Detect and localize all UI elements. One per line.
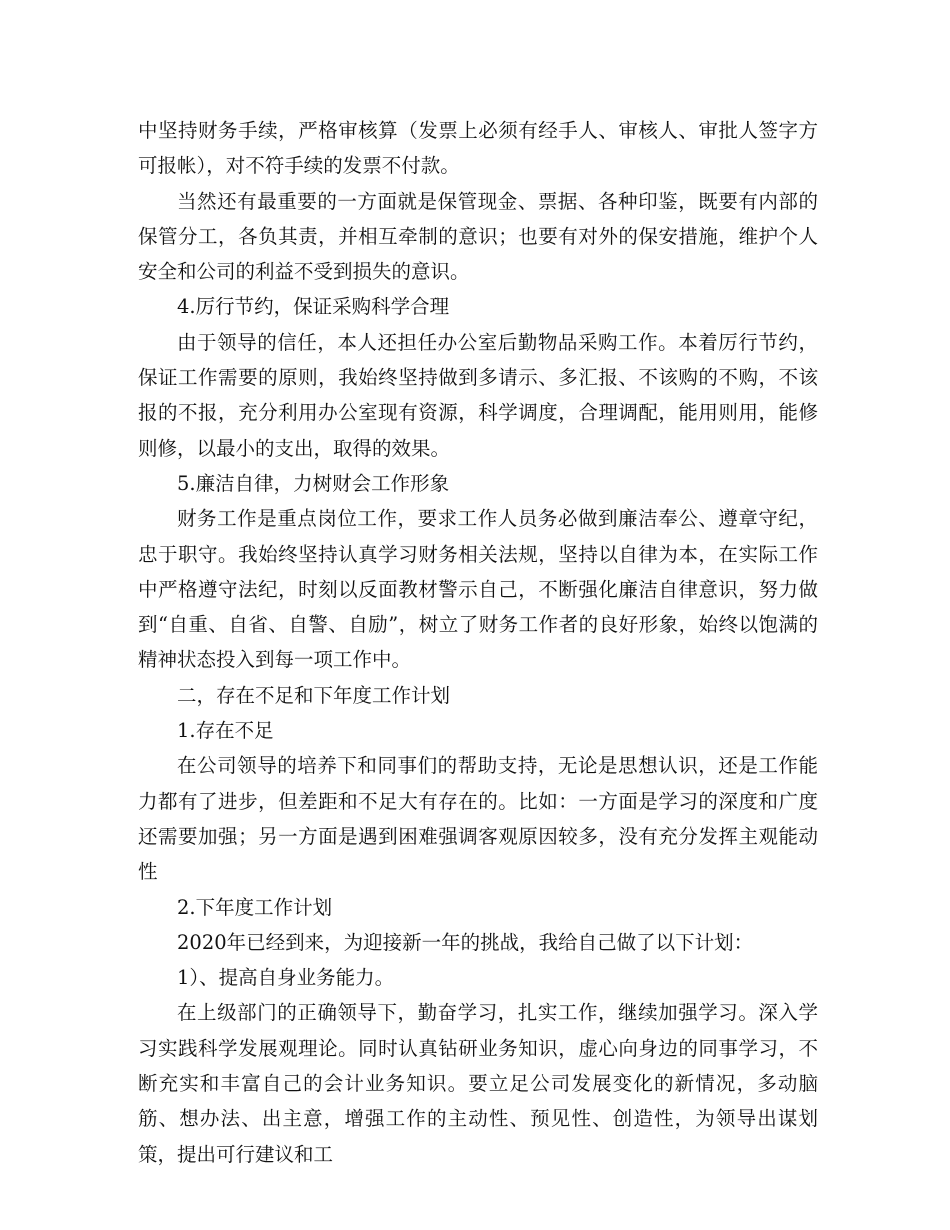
heading-next-year-plan: 2.下年度工作计划 <box>177 895 333 919</box>
heading-frugal-procurement: 4.厉行节约，保证采购科学合理 <box>177 295 450 319</box>
paragraph-shortcomings: 在公司领导的培养下和同事们的帮助支持，无论是思想认识，还是工作能力都有了进步，但差距和不足大有存在的。比如：一方面是学习的深度和广度还需要加强；另一方面是遇到困难强调客观原因较多，没有充分发挥主观能动性 <box>138 754 818 884</box>
paragraph-procurement: 由于领导的信任，本人还担任办公室后勤物品采购工作。本着厉行节约，保证工作需要的原则，我始终坚持做到多请示、多汇报、不该购的不购，不该报的不报，充分利用办公室现有资源，科学调度，合理调配，能用则用，能修则修，以最小的支出，取得的效果。 <box>138 330 818 460</box>
paragraph-improve-ability: 在上级部门的正确领导下，勤奋学习，扎实工作，继续加强学习。深入学习实践科学发展观理论。同时认真钻研业务知识，虚心向身边的同事学习，不断充实和丰富自己的会计业务知识。要立足公司发展变化的新情况，多动脑筋、想办法、出主意，增强工作的主动性、预见性、创造性，为领导出谋划策，提出可行建议和工 <box>138 1001 818 1166</box>
paragraph-integrity: 财务工作是重点岗位工作，要求工作人员务必做到廉洁奉公、遵章守纪，忠于职守。我始终坚持认真学习财务相关法规，坚持以自律为本，在实际工作中严格遵守法纪，时刻以反面教材警示自己，不断强化廉洁自律意识，努力做到“自重、自省、自警、自励”，树立了财务工作者的良好形象，始终以饱满的精神状态投入到每一项工作中。 <box>138 507 818 672</box>
paragraph-continuation: 中坚持财务手续，严格审核算（发票上必须有经手人、审核人、审批人签字方可报帐），对不符手续的发票不付款。 <box>138 119 818 178</box>
heading-shortcomings: 1.存在不足 <box>177 719 274 743</box>
paragraph-plan-intro: 2020年已经到来，为迎接新一年的挑战，我给自己做了以下计划： <box>177 930 754 954</box>
heading-improve-ability: 1）、提高自身业务能力。 <box>177 966 395 990</box>
heading-shortcomings-and-plan: 二，存在不足和下年度工作计划 <box>177 683 451 707</box>
document-body <box>138 113 818 1172</box>
paragraph-cash-custody: 当然还有最重要的一方面就是保管现金、票据、各种印鉴，既要有内部的保管分工，各负其责，并相互牵制的意识；也要有对外的保安措施，维护个人安全和公司的利益不受到损失的意识。 <box>138 189 818 284</box>
heading-integrity: 5.廉洁自律，力树财会工作形象 <box>177 471 450 495</box>
